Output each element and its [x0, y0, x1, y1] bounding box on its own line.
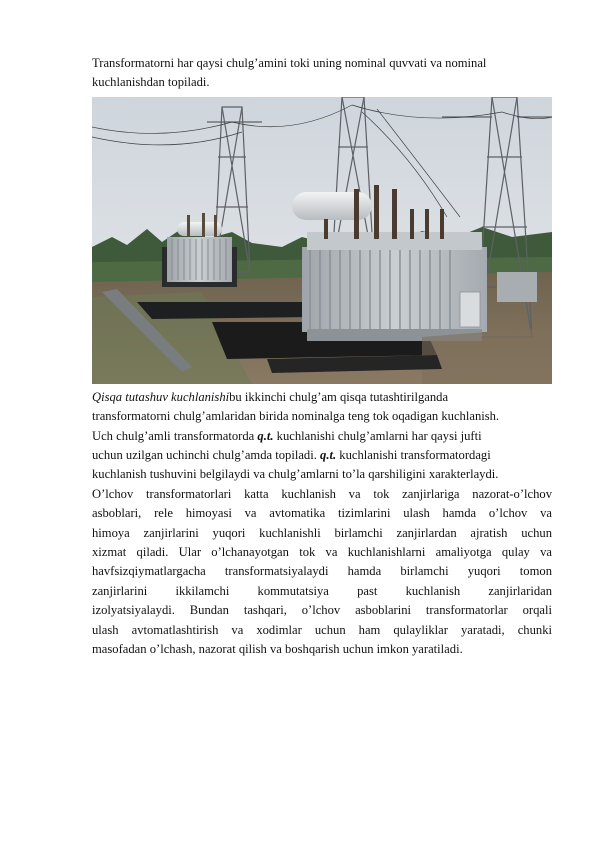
body-line: ulash avtomatlashtirish va xodimlar uchun ham qulayliklar yaratadi, chunki [92, 622, 552, 637]
body-line: havfsizqiymatlargacha transformatsiyalaydi hamda birlamchi yuqori tomon [92, 564, 552, 579]
body-line: himoya zanjirlarini yuqori kuchlanishli birlamchi zanjirlardan ajratish uchun [92, 525, 552, 540]
body-line: xizmat qiladi. Ular o’lchanayotgan tok va kuchlanishlarni amaliyotga qulay va [92, 545, 552, 560]
short-circuit-line-1 [92, 388, 552, 407]
body-line: O’lchov transformatorlari katta kuchlanish va tok zanjirlariga nazorat-o’lchov [92, 486, 552, 501]
intro-line-2: kuchlanishdan topiladi. [92, 75, 210, 90]
substation-photo [92, 97, 552, 384]
body-line: izolyatsiyalaydi. Bundan tashqari, o’lchov asboblarini transformatorlar orqali [92, 603, 552, 618]
qt-symbol: q.t. [257, 428, 274, 443]
short-circuit-line-2: transformatorni chulg’amlaridan birida nominalga teng tok oqadigan kuchlanish. [92, 409, 500, 424]
body-line: zanjirlarini ikkilamchi kommutatsiya past kuchlanish zanjirlaridan [92, 583, 552, 598]
short-circuit-line-4-start: uchun uzilgan uchinchi chulg’amda topiladi. [92, 448, 321, 463]
document-page [92, 54, 552, 660]
short-circuit-line-3-end: kuchlanishi chulg’amlarni har qaysi jufti [273, 428, 482, 443]
body-line: asboblari, rele himoyasi va avtomatika tizimlarini ulash hamda o’lchov va [92, 506, 552, 521]
short-circuit-line-3-start: Uch chulg’amli transformatorda [92, 428, 258, 443]
intro-line-1: Transformatorni har qaysi chulg’amini toki uning nominal quvvati va nominal [92, 56, 487, 70]
short-circuit-line-5: kuchlanish tushuvini belgilaydi va chulg’amlarni to’la qarshiligini xarakterlaydi. [92, 467, 499, 482]
body-last-line: masofadan o’lchash, nazorat qilish va boshqarish uchun imkon yaratiladi. [92, 642, 463, 657]
short-circuit-line-1-rest: bu ikkinchi chulg’am qisqa tutashtirilganda [229, 389, 449, 404]
short-circuit-line-4 [92, 446, 552, 465]
short-circuit-line-4-end: kuchlanishi transformatordagi [336, 448, 491, 463]
short-circuit-line-3 [92, 427, 552, 446]
qt-symbol: q.t. [320, 448, 337, 463]
short-circuit-term: Qisqa tutashuv kuchlanishi [92, 389, 230, 404]
